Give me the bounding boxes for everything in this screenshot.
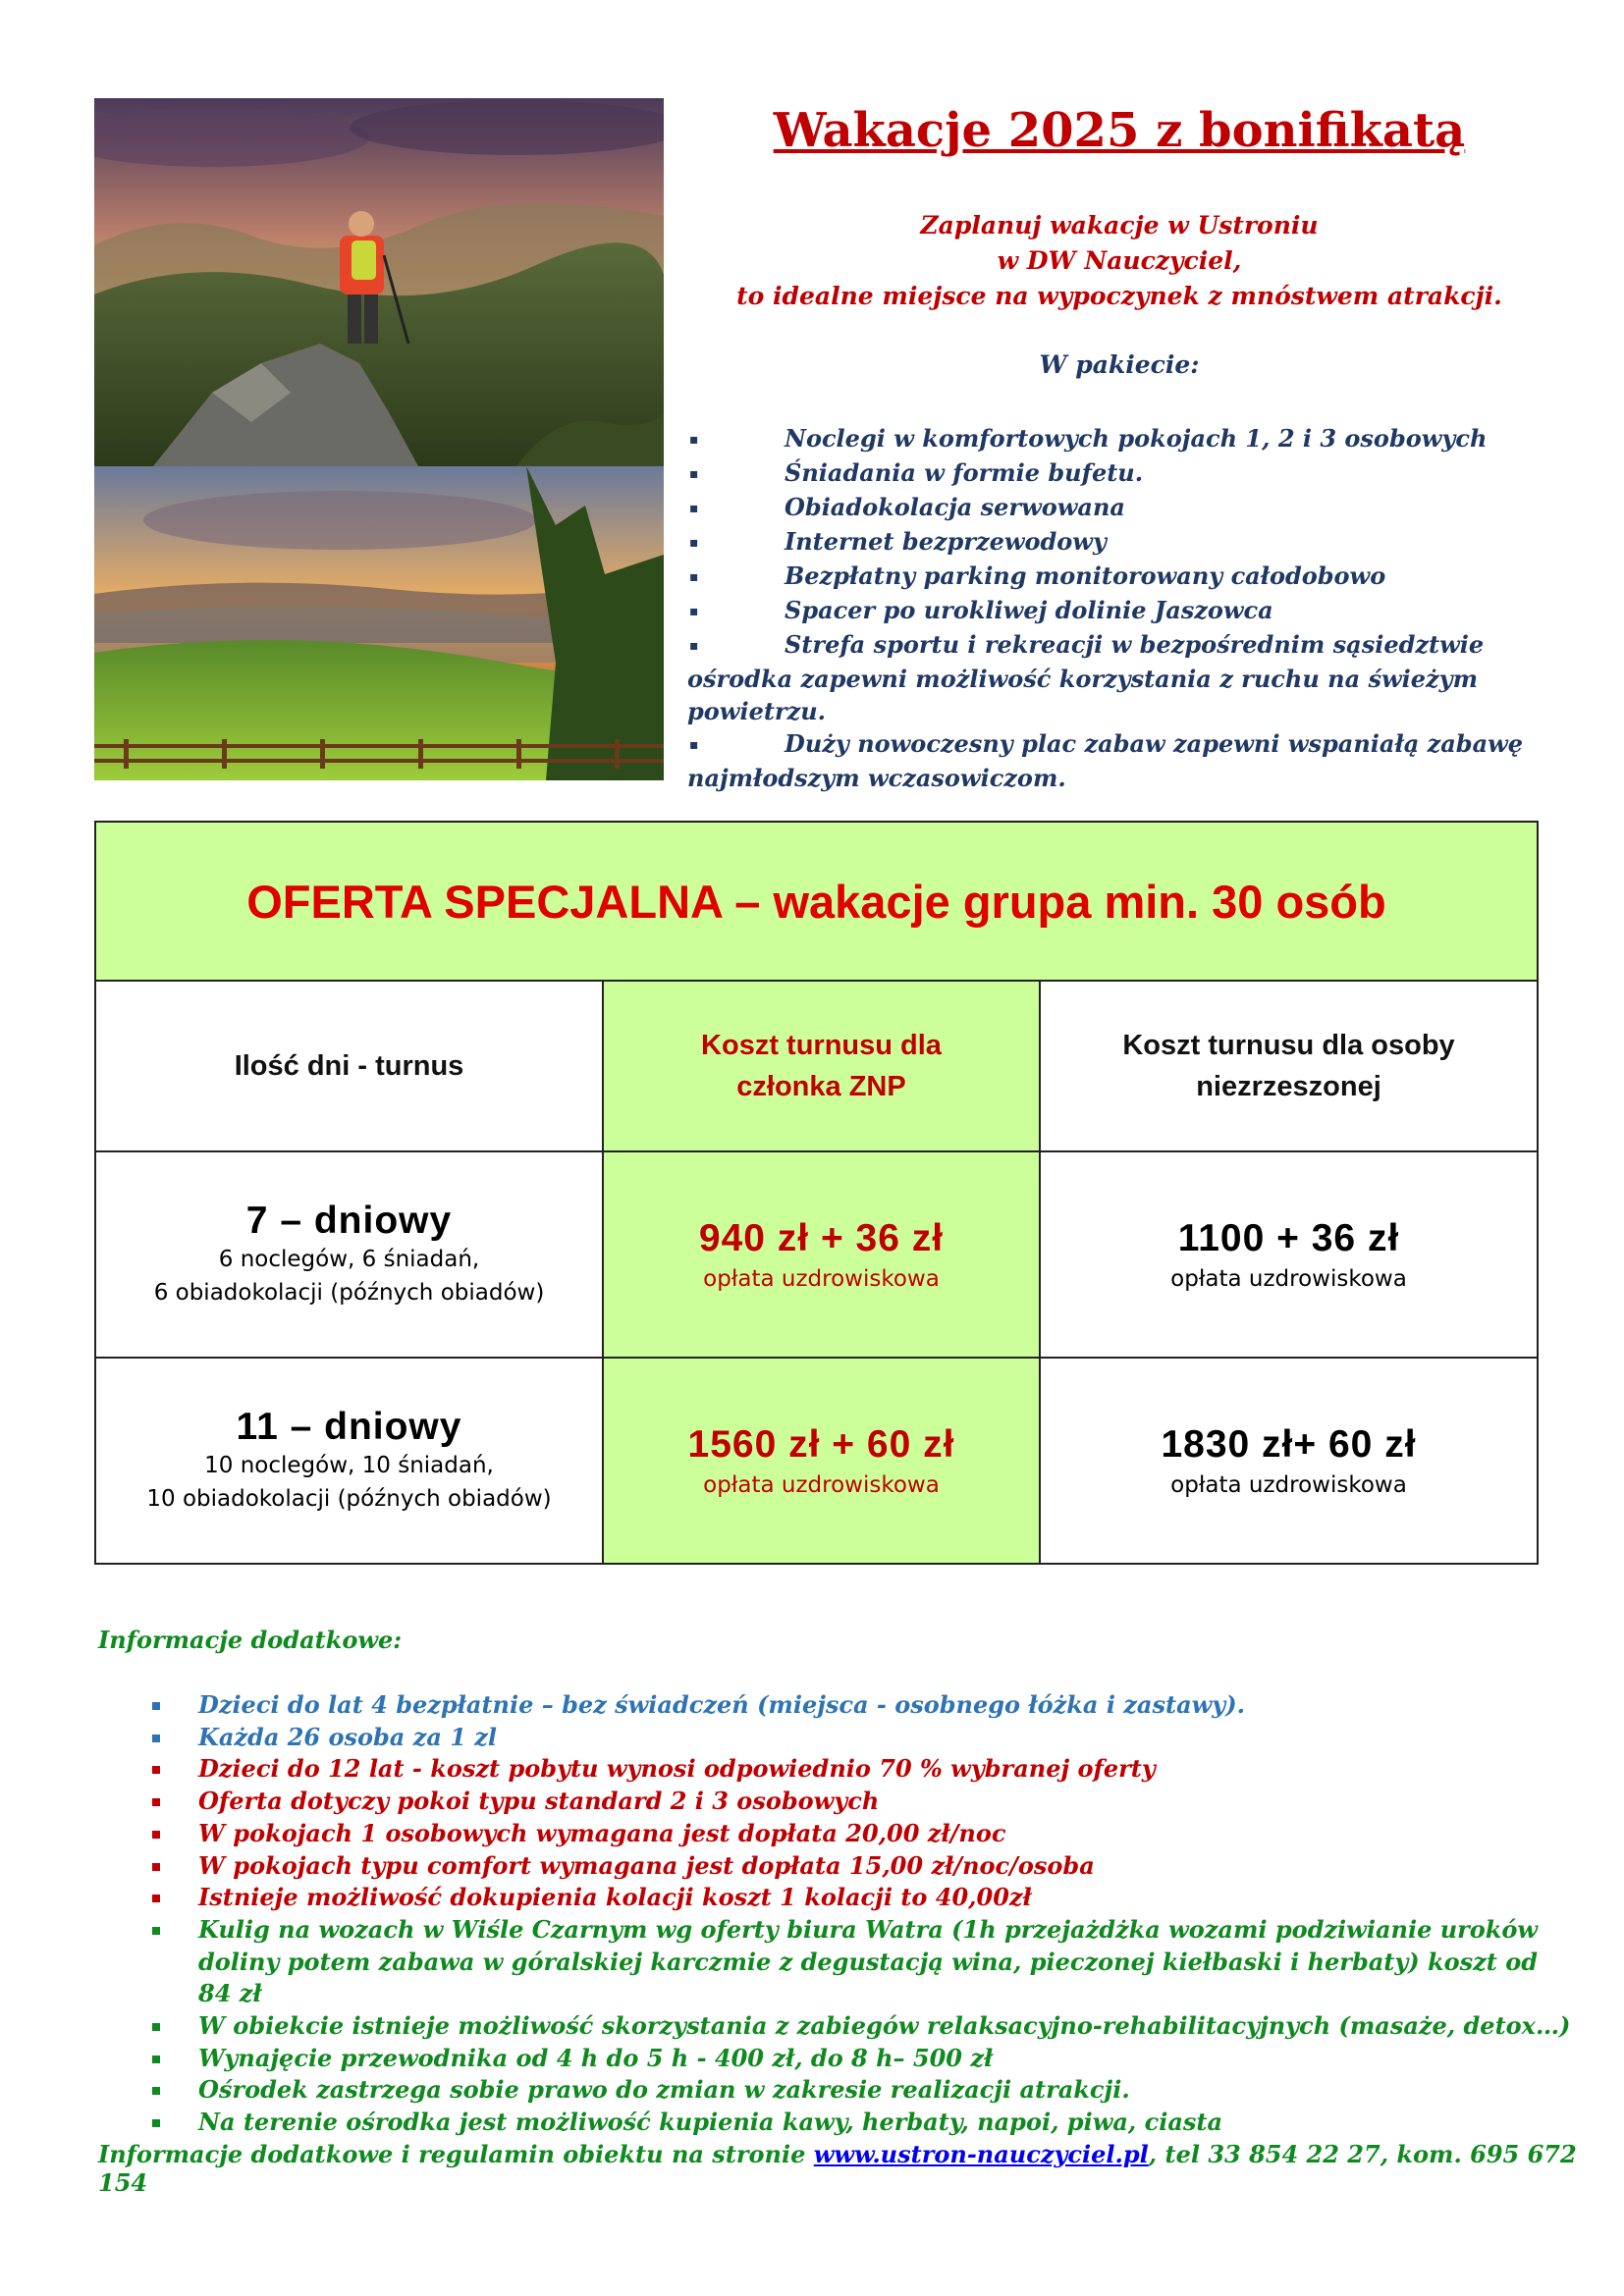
bullet-icon: ▪ (689, 432, 699, 448)
info-item: Kulig na wozach w Wiśle Czarnym wg oferty biura Watra (1h przejażdżka wozami podziwianie uroków doliny potem zabawa w góralskiej karczmie z degustacją wina, pieczonej kiełbaski i herbaty) koszt od 84 zł (98, 1914, 1571, 2010)
package-heading: W pakiecie: (1039, 350, 1200, 379)
package-list (687, 422, 1551, 794)
intro-line: w DW Nauczyciel, (997, 246, 1242, 275)
bullet-icon (152, 1863, 160, 1871)
bullet-icon (152, 2087, 160, 2095)
footer-contact: Informacje dodatkowe i regulamin obiektu na stronie www.ustron-nauczyciel.pl, tel 33 854 22 27, kom. 695 672 154 (98, 2140, 1577, 2197)
package-item: ▪ Obiadokolacja serwowana (687, 491, 1551, 525)
turnus-title: 7 – dniowy (245, 1200, 453, 1242)
info-item: Dzieci do 12 lat - koszt pobytu wynosi odpowiednio 70 % wybranej oferty (98, 1753, 1571, 1786)
bullet-icon: ▪ (689, 569, 699, 585)
bullet-icon (152, 1798, 160, 1806)
package-item: ▪ Internet bezprzewodowy (687, 525, 1551, 560)
bullet-icon: ▪ (689, 638, 699, 654)
package-item: ▪ Śniadania w formie bufetu. (687, 456, 1551, 491)
header-non-member-cost: Koszt turnusu dla osoby niezrzeszonej (1040, 981, 1538, 1151)
website-link[interactable]: www.ustron-nauczyciel.pl (813, 2140, 1149, 2168)
info-item: Istnieje możliwość dokupienia kolacji koszt 1 kolacji to 40,00zł (98, 1882, 1571, 1914)
meadow-valley-photo (94, 466, 664, 780)
package-item: ▪ Strefa sportu i rekreacji w bezpośrednim sąsiedztwie ośrodka zapewni możliwość korzystania z ruchu na świeżym powietrzu. (687, 630, 1485, 725)
days-cell: 7 – dniowy 6 noclegów, 6 śniadań, 6 obiadokolacji (późnych obiadów) (95, 1151, 603, 1358)
info-item: Ośrodek zastrzega sobie prawo do zmian w zakresie realizacji atrakcji. (98, 2074, 1571, 2107)
intro-line: to idealne miejsce na wypoczynek z mnóstwem atrakcji. (736, 282, 1502, 310)
photo-collage (94, 98, 664, 780)
package-item: ▪ Noclegi w komfortowych pokojach 1, 2 i 3 osobowych (687, 422, 1551, 456)
info-item: W pokojach 1 osobowych wymagana jest dopłata 20,00 zł/noc (98, 1818, 1571, 1850)
info-item: Oferta dotyczy pokoi typu standard 2 i 3 osobowych (98, 1786, 1571, 1818)
offer-banner: OFERTA SPECJALNA – wakacje grupa min. 30 osób (95, 822, 1538, 981)
non-member-price: 1100 + 36 zł (1177, 1217, 1400, 1259)
bullet-icon (152, 2023, 160, 2031)
member-price: 940 zł + 36 zł (698, 1217, 945, 1259)
package-item: ▪ Spacer po urokliwej dolinie Jaszowca (687, 594, 1551, 628)
info-item: Każda 26 osoba za 1 zl (98, 1722, 1571, 1754)
info-list (98, 1689, 1571, 2139)
non-member-price-cell (1040, 1151, 1538, 1358)
spa-fee-note: opłata uzdrowiskowa (703, 1472, 940, 1498)
bullet-icon: ▪ (689, 737, 699, 753)
info-title: Informacje dodatkowe: (98, 1626, 403, 1654)
offer-table (94, 821, 1539, 1565)
page-title: Wakacje 2025 z bonifikatą (773, 103, 1466, 158)
package-item: ▪ Duży nowoczesny plac zabaw zapewni wspaniałą zabawę najmłodszym wczasowiczom. (687, 729, 1524, 792)
member-price-cell (603, 1151, 1040, 1358)
offer-row (95, 1151, 1538, 1358)
package-item: ▪ Bezpłatny parking monitorowany całodobowo (687, 560, 1551, 594)
header-days: Ilość dni - turnus (95, 981, 603, 1151)
bullet-icon (152, 1927, 160, 1935)
member-price-cell (603, 1358, 1040, 1564)
bullet-icon (152, 1831, 160, 1839)
info-item: Dzieci do lat 4 bezpłatnie – bez świadczeń (miejsca - osobnego łóżka i zastawy). (98, 1689, 1571, 1722)
offer-row (95, 1358, 1538, 1564)
spa-fee-note: opłata uzdrowiskowa (1170, 1266, 1407, 1292)
bullet-icon (152, 1766, 160, 1774)
turnus-title: 11 – dniowy (236, 1406, 462, 1448)
hiker-mountain-photo (94, 98, 664, 466)
header-member-cost: Koszt turnusu dla członka ZNP (603, 981, 1040, 1151)
bullet-icon: ▪ (689, 501, 699, 516)
info-item: Na terenie ośrodka jest możliwość kupienia kawy, herbaty, napoi, piwa, ciasta (98, 2107, 1571, 2139)
non-member-price: 1830 zł+ 60 zł (1161, 1423, 1417, 1466)
non-member-price-cell (1040, 1358, 1538, 1564)
bullet-icon: ▪ (689, 604, 699, 619)
spa-fee-note: opłata uzdrowiskowa (703, 1266, 940, 1292)
days-cell: 11 – dniowy 10 noclegów, 10 śniadań, 10 obiadokolacji (późnych obiadów) (95, 1358, 603, 1564)
info-item: W pokojach typu comfort wymagana jest dopłata 15,00 zł/noc/osoba (98, 1850, 1571, 1883)
info-item: Wynajęcie przewodnika od 4 h do 5 h - 400 zł, do 8 h– 500 zł (98, 2043, 1571, 2075)
member-price: 1560 zł + 60 zł (687, 1423, 955, 1466)
bullet-icon: ▪ (689, 535, 699, 551)
intro-text (687, 208, 1551, 314)
bullet-icon (152, 1735, 160, 1742)
bullet-icon (152, 1895, 160, 1902)
bullet-icon (152, 1702, 160, 1710)
bullet-icon: ▪ (689, 466, 699, 482)
bullet-icon (152, 2056, 160, 2063)
bullet-icon (152, 2119, 160, 2127)
info-item: W obiekcie istnieje możliwość skorzystania z zabiegów relaksacyjno-rehabilitacyjnych (masaże, detox…) (98, 2010, 1571, 2043)
spa-fee-note: opłata uzdrowiskowa (1170, 1472, 1407, 1498)
intro-line: Zaplanuj wakacje w Ustroniu (920, 211, 1319, 240)
